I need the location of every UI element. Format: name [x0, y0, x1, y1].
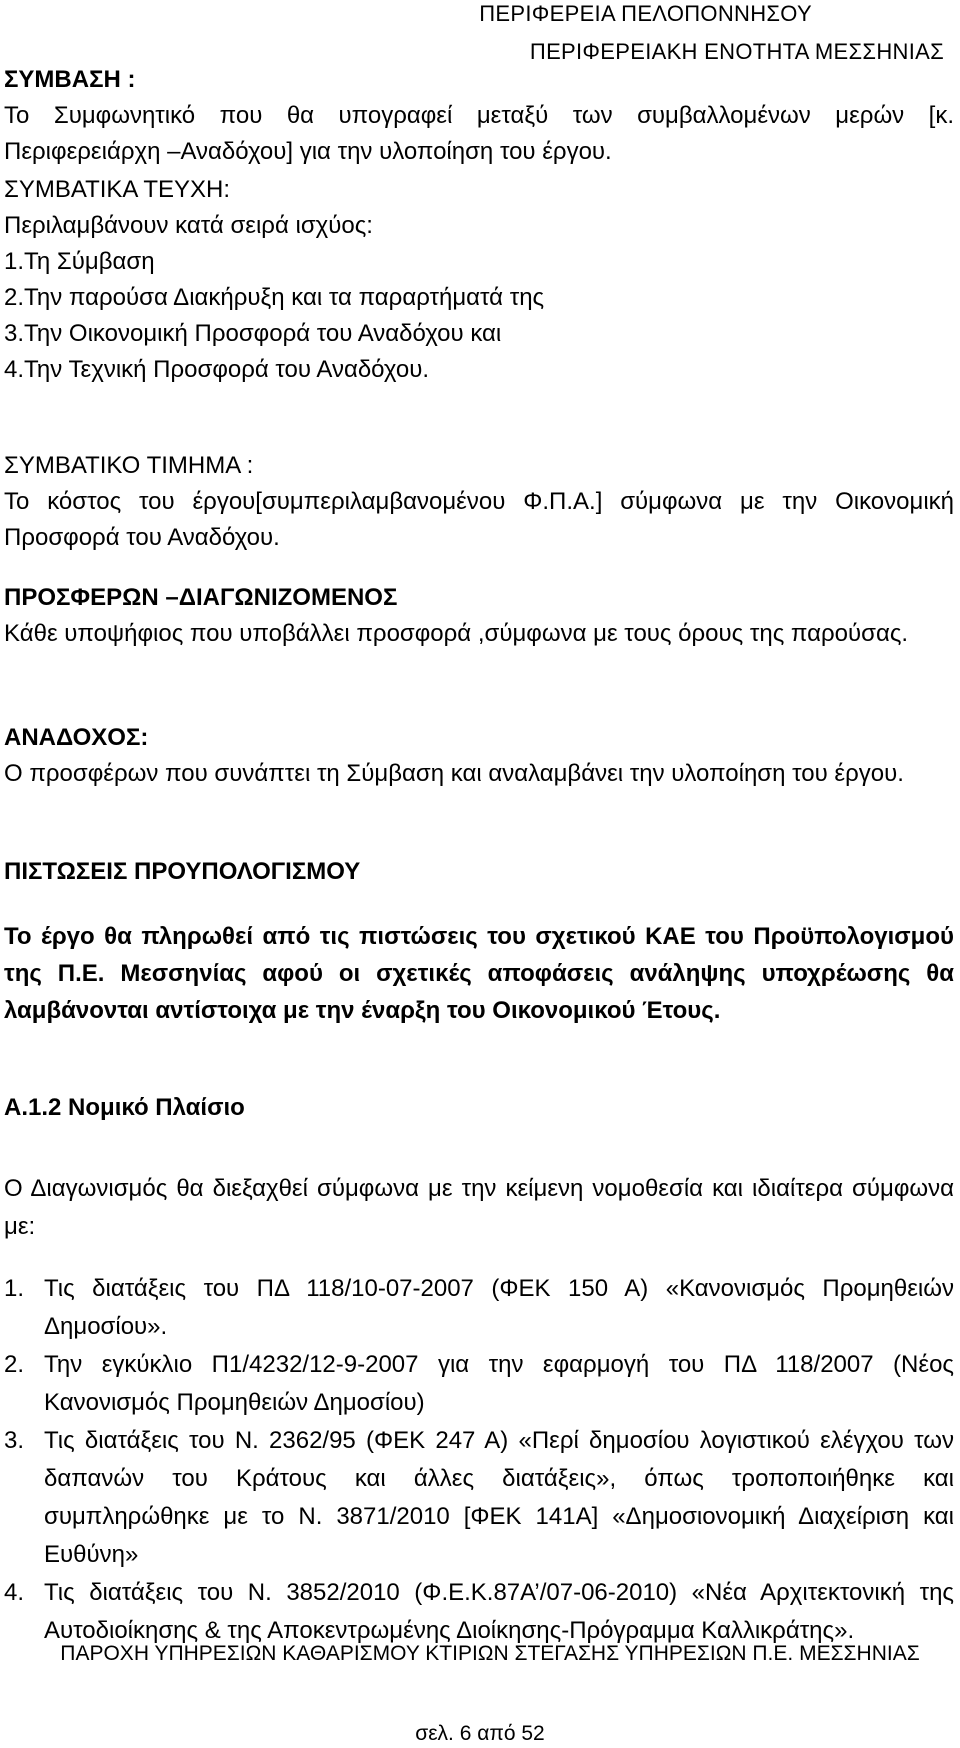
section-text: Το Συμφωνητικό που θα υπογραφεί μεταξύ των συμβαλλομένων μερών [κ. Περιφερειάρχη –Αναδόχου] για την υλοποίηση του έργου. [4, 102, 954, 165]
list-item-number: 2. [4, 1351, 25, 1378]
list-item-text: Την εγκύκλιο Π1/4232/12-9-2007 για την εφαρμογή του ΠΔ 118/2007 (Νέος Κανονισμός Προμηθειών Δημοσίου) [44, 1351, 954, 1416]
list-item [4, 1574, 954, 1650]
list-item [4, 1422, 954, 1574]
section-title-nomiko: Α.1.2 Νομικό Πλαίσιο [4, 1094, 245, 1121]
list-item-text: Τις διατάξεις του Ν. 3852/2010 (Φ.Ε.Κ.87Α’/07-06-2010) «Νέα Αρχιτεκτονική της Αυτοδιοίκησης & της Αποκεντρωμένης Διοίκησης-Πρόγραμμα Καλλικράτης». [44, 1579, 954, 1644]
section-symvasi [4, 62, 954, 170]
list-item-number: 4. [4, 1579, 25, 1606]
section-text: Το κόστος του έργου[συμπεριλαμβανομένου Φ.Π.Α.] σύμφωνα με την Οικονομική Προσφορά του Αναδόχου. [4, 488, 954, 551]
page-number: σελ. 6 από 52 [415, 1722, 545, 1745]
list-item [4, 1270, 954, 1346]
list-item: 1.Τη Σύμβαση [4, 248, 155, 275]
list-item: 2.Την παρούσα Διακήρυξη και τα παραρτήματά της [4, 284, 545, 311]
section-title: ΠΡΟΣΦΕΡΩΝ –ΔΙΑΓΩΝΙΖΟΜΕΝΟΣ [4, 584, 398, 611]
section-title: ΑΝΑΔΟΧΟΣ: [4, 724, 149, 751]
section-title: ΣΥΜΒΑΤΙΚΑ ΤΕΥΧΗ: [4, 176, 231, 203]
header-region: ΠΕΡΙΦΕΡΕΙΑ ΠΕΛΟΠΟΝΝΗΣΟΥ [479, 1, 812, 26]
list-item: 3.Την Οικονομική Προσφορά του Αναδόχου και [4, 320, 502, 347]
list-item-number: 1. [4, 1275, 25, 1302]
list-item-number: 3. [4, 1427, 25, 1454]
list-item-text: Τις διατάξεις του ΠΔ 118/10-07-2007 (ΦΕΚ 150 Α) «Κανονισμός Προμηθειών Δημοσίου». [44, 1275, 954, 1340]
section-text: Κάθε υποψήφιος που υποβάλλει προσφορά ,σύμφωνα με τους όρους της παρούσας. [4, 620, 909, 647]
section-text: Ο προσφέρων που συνάπτει τη Σύμβαση και αναλαμβάνει την υλοποίηση του έργου. [4, 760, 904, 787]
legal-framework-list [4, 1270, 954, 1650]
section-intro: Περιλαμβάνουν κατά σειρά ισχύος: [4, 212, 373, 239]
pistoseis-text: Το έργο θα πληρωθεί από τις πιστώσεις του σχετικού ΚΑΕ του Προϋπολογισμού της Π.Ε. Μεσσηνίας αφού οι σχετικές αποφάσεις ανάληψης υποχρέωσης θα λαμβάνονται αντίστοιχα με την έναρξη του Οικονομικού Έτους. [4, 923, 954, 1024]
header-unit: ΠΕΡΙΦΕΡΕΙΑΚΗ ΕΝΟΤΗΤΑ ΜΕΣΣΗΝΙΑΣ [529, 39, 944, 64]
list-item [4, 1346, 954, 1422]
list-item-text: Τις διατάξεις του Ν. 2362/95 (ΦΕΚ 247 Α) «Περί δημοσίου λογιστικού ελέγχου των δαπανών του Κράτους και άλλες διατάξεις», όπως τροποποιήθηκε και συμπληρώθηκε με το Ν. 3871/2010 [ΦΕΚ 141Α] «Δημοσιονομική Διαχείριση και Ευθύνη» [44, 1427, 954, 1568]
section-prosferon [4, 580, 954, 652]
section-pistoseis [4, 854, 954, 890]
section-title: ΣΥΜΒΑΣΗ : [4, 66, 136, 93]
section-timima [4, 448, 954, 556]
list-item: 4.Την Τεχνική Προσφορά του Αναδόχου. [4, 356, 429, 383]
nomiko-intro: Ο Διαγωνισμός θα διεξαχθεί σύμφωνα με την κείμενη νομοθεσία και ιδιαίτερα σύμφωνα με: [4, 1175, 954, 1240]
section-anadoxos [4, 720, 954, 792]
section-title: ΣΥΜΒΑΤΙΚΟ ΤΙΜΗΜΑ : [4, 452, 254, 479]
section-teuxi [4, 172, 954, 388]
section-title: ΠΙΣΤΩΣΕΙΣ ΠΡΟΥΠΟΛΟΓΙΣΜΟΥ [4, 858, 361, 885]
footer-title: ΠΑΡΟΧΗ ΥΠΗΡΕΣΙΩΝ ΚΑΘΑΡΙΣΜΟΥ ΚΤΙΡΙΩΝ ΣΤΕΓΑΣΗΣ ΥΠΗΡΕΣΙΩΝ Π.Ε. ΜΕΣΣΗΝΙΑΣ [60, 1642, 920, 1665]
